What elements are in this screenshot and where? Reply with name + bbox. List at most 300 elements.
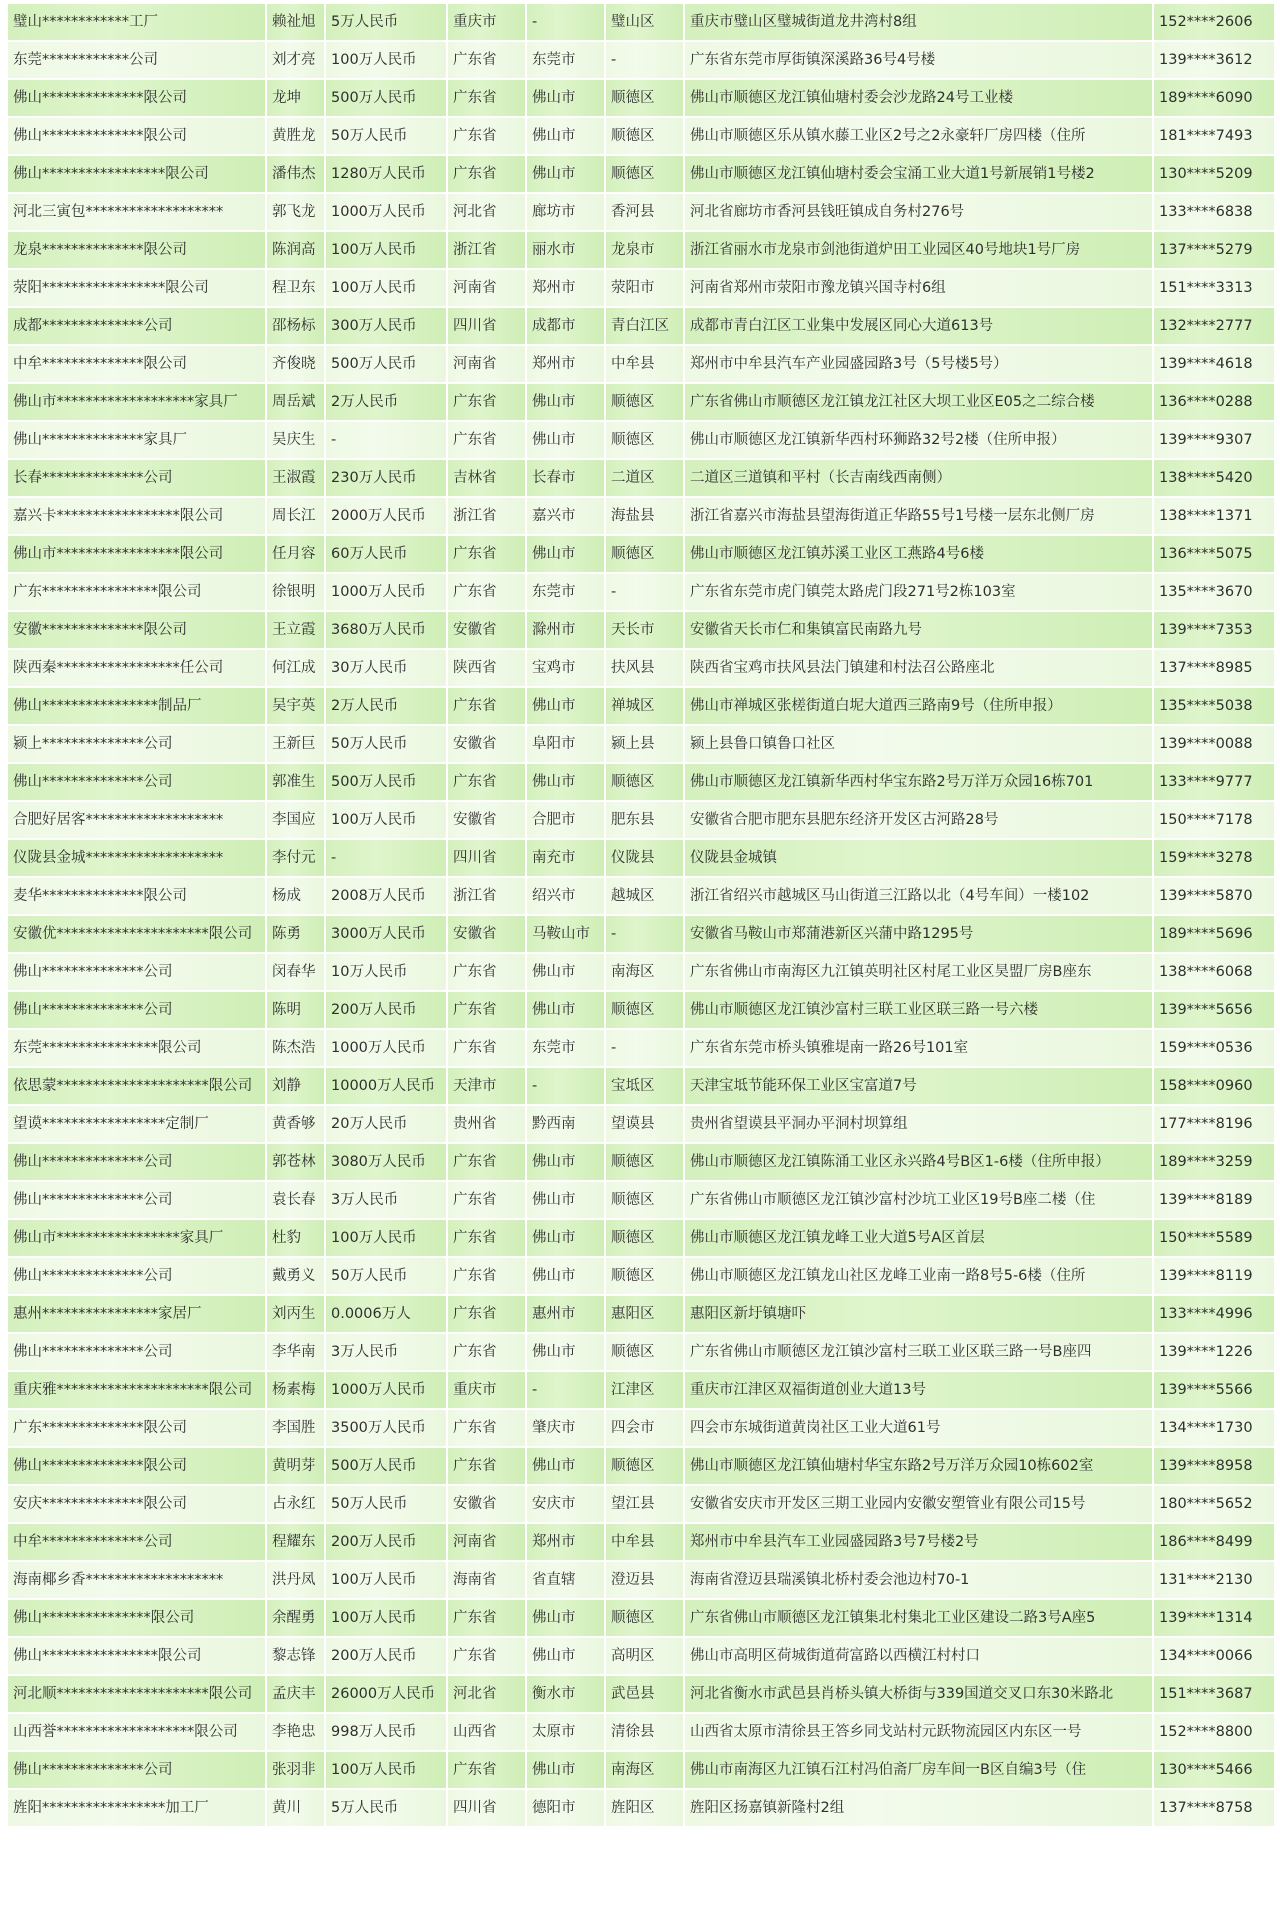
company-name-cell: 佛山市*****************家具厂 — [8, 1220, 265, 1256]
phone-cell: 130****5209 — [1154, 156, 1274, 192]
city-cell: 惠州市 — [527, 1296, 604, 1332]
company-name-cell: 重庆雅*********************限公司 — [8, 1372, 265, 1408]
city-cell: - — [527, 1372, 604, 1408]
legal-person-cell: 齐俊晓 — [267, 346, 324, 382]
phone-cell: 136****5075 — [1154, 536, 1274, 572]
company-name-cell: 合肥好居客******************* — [8, 802, 265, 838]
legal-person-cell: 邵杨标 — [267, 308, 324, 344]
address-cell: 佛山市顺德区龙江镇陈涌工业区永兴路4号B区1-6楼（住所申报） — [685, 1144, 1152, 1180]
registered-capital-cell: 100万人民币 — [326, 1220, 446, 1256]
address-cell: 山西省太原市清徐县王答乡同戈站村元跃物流园区内东区一号 — [685, 1714, 1152, 1750]
district-cell: 顺德区 — [606, 384, 683, 420]
province-cell: 河南省 — [448, 346, 525, 382]
legal-person-cell: 李国胜 — [267, 1410, 324, 1446]
registered-capital-cell: - — [326, 840, 446, 876]
table-row — [8, 1144, 1274, 1180]
table-row — [8, 764, 1274, 800]
phone-cell: 136****0288 — [1154, 384, 1274, 420]
address-cell: 安徽省天长市仁和集镇富民南路九号 — [685, 612, 1152, 648]
table-row — [8, 308, 1274, 344]
company-name-cell: 佛山**************公司 — [8, 1752, 265, 1788]
city-cell: 佛山市 — [527, 1638, 604, 1674]
city-cell: 佛山市 — [527, 156, 604, 192]
registered-capital-cell: 0.0006万人 — [326, 1296, 446, 1332]
phone-cell: 130****5466 — [1154, 1752, 1274, 1788]
company-name-cell: 佛山市*****************限公司 — [8, 536, 265, 572]
district-cell: 扶风县 — [606, 650, 683, 686]
legal-person-cell: 杨素梅 — [267, 1372, 324, 1408]
phone-cell: 139****5870 — [1154, 878, 1274, 914]
table-row — [8, 1372, 1274, 1408]
city-cell: 省直辖 — [527, 1562, 604, 1598]
city-cell: 长春市 — [527, 460, 604, 496]
table-row — [8, 878, 1274, 914]
phone-cell: 133****9777 — [1154, 764, 1274, 800]
province-cell: 广东省 — [448, 1144, 525, 1180]
table-row — [8, 194, 1274, 230]
table-row — [8, 42, 1274, 78]
phone-cell: 139****1226 — [1154, 1334, 1274, 1370]
address-cell: 广东省东莞市桥头镇雅堤南一路26号101室 — [685, 1030, 1152, 1066]
address-cell: 仪陇县金城镇 — [685, 840, 1152, 876]
company-name-cell: 佛山**************公司 — [8, 1182, 265, 1218]
phone-cell: 139****1314 — [1154, 1600, 1274, 1636]
district-cell: 越城区 — [606, 878, 683, 914]
city-cell: 佛山市 — [527, 1220, 604, 1256]
address-cell: 佛山市顺德区龙江镇新华西村环狮路32号2楼（住所申报） — [685, 422, 1152, 458]
phone-cell: 137****8985 — [1154, 650, 1274, 686]
registered-capital-cell: 2000万人民币 — [326, 498, 446, 534]
company-name-cell: 东莞****************限公司 — [8, 1030, 265, 1066]
table-row — [8, 1714, 1274, 1750]
province-cell: 广东省 — [448, 536, 525, 572]
registered-capital-cell: 100万人民币 — [326, 1752, 446, 1788]
district-cell: 仪陇县 — [606, 840, 683, 876]
address-cell: 河北省廊坊市香河县钱旺镇成自务村276号 — [685, 194, 1152, 230]
phone-cell: 135****3670 — [1154, 574, 1274, 610]
district-cell: 顺德区 — [606, 422, 683, 458]
province-cell: 广东省 — [448, 156, 525, 192]
company-name-cell: 佛山**************限公司 — [8, 1448, 265, 1484]
province-cell: 广东省 — [448, 1030, 525, 1066]
legal-person-cell: 郭飞龙 — [267, 194, 324, 230]
phone-cell: 139****9307 — [1154, 422, 1274, 458]
city-cell: 东莞市 — [527, 574, 604, 610]
registered-capital-cell: 1280万人民币 — [326, 156, 446, 192]
address-cell: 郑州市中牟县汽车产业园盛园路3号（5号楼5号） — [685, 346, 1152, 382]
table-row — [8, 1486, 1274, 1522]
province-cell: 广东省 — [448, 1600, 525, 1636]
city-cell: 佛山市 — [527, 384, 604, 420]
registered-capital-cell: 50万人民币 — [326, 726, 446, 762]
table-row — [8, 954, 1274, 990]
city-cell: 嘉兴市 — [527, 498, 604, 534]
province-cell: 广东省 — [448, 80, 525, 116]
table-row — [8, 1638, 1274, 1674]
district-cell: - — [606, 42, 683, 78]
legal-person-cell: 李艳忠 — [267, 1714, 324, 1750]
city-cell: 佛山市 — [527, 422, 604, 458]
phone-cell: 139****4618 — [1154, 346, 1274, 382]
address-cell: 佛山市顺德区龙江镇苏溪工业区工燕路4号6楼 — [685, 536, 1152, 572]
address-cell: 旌阳区扬嘉镇新隆村2组 — [685, 1790, 1152, 1826]
legal-person-cell: 赖祉旭 — [267, 4, 324, 40]
legal-person-cell: 洪丹凤 — [267, 1562, 324, 1598]
company-name-cell: 山西誉*******************限公司 — [8, 1714, 265, 1750]
legal-person-cell: 李付元 — [267, 840, 324, 876]
registered-capital-cell: 100万人民币 — [326, 42, 446, 78]
address-cell: 贵州省望谟县平洞办平洞村坝算组 — [685, 1106, 1152, 1142]
address-cell: 佛山市顺德区龙江镇仙塘村华宝东路2号万洋万众园10栋602室 — [685, 1448, 1152, 1484]
phone-cell: 151****3687 — [1154, 1676, 1274, 1712]
company-name-cell: 佛山****************制品厂 — [8, 688, 265, 724]
phone-cell: 139****8958 — [1154, 1448, 1274, 1484]
district-cell: 荥阳市 — [606, 270, 683, 306]
address-cell: 二道区三道镇和平村（长吉南线西南侧） — [685, 460, 1152, 496]
legal-person-cell: 吴宇英 — [267, 688, 324, 724]
company-name-cell: 惠州****************家居厂 — [8, 1296, 265, 1332]
company-name-cell: 佛山**************公司 — [8, 992, 265, 1028]
table-row — [8, 840, 1274, 876]
address-cell: 广东省佛山市顺德区龙江镇龙江社区大坝工业区E05之二综合楼 — [685, 384, 1152, 420]
city-cell: 安庆市 — [527, 1486, 604, 1522]
city-cell: 马鞍山市 — [527, 916, 604, 952]
legal-person-cell: 黄香够 — [267, 1106, 324, 1142]
legal-person-cell: 杨成 — [267, 878, 324, 914]
province-cell: 广东省 — [448, 118, 525, 154]
address-cell: 河南省郑州市荥阳市豫龙镇兴国寺村6组 — [685, 270, 1152, 306]
district-cell: 顺德区 — [606, 1600, 683, 1636]
address-cell: 陕西省宝鸡市扶风县法门镇建和村法召公路座北 — [685, 650, 1152, 686]
table-row — [8, 1524, 1274, 1560]
registered-capital-cell: 100万人民币 — [326, 802, 446, 838]
company-name-cell: 安庆**************限公司 — [8, 1486, 265, 1522]
province-cell: 四川省 — [448, 840, 525, 876]
city-cell: 太原市 — [527, 1714, 604, 1750]
registered-capital-cell: 500万人民币 — [326, 764, 446, 800]
district-cell: - — [606, 1030, 683, 1066]
district-cell: 旌阳区 — [606, 1790, 683, 1826]
address-cell: 安徽省安庆市开发区三期工业园内安徽安塑管业有限公司15号 — [685, 1486, 1152, 1522]
district-cell: 武邑县 — [606, 1676, 683, 1712]
address-cell: 天津宝坻节能环保工业区宝富道7号 — [685, 1068, 1152, 1104]
province-cell: 浙江省 — [448, 232, 525, 268]
city-cell: 佛山市 — [527, 1334, 604, 1370]
legal-person-cell: 张羽非 — [267, 1752, 324, 1788]
company-name-cell: 佛山***************限公司 — [8, 1600, 265, 1636]
phone-cell: 158****0960 — [1154, 1068, 1274, 1104]
province-cell: 安徽省 — [448, 916, 525, 952]
district-cell: 天长市 — [606, 612, 683, 648]
legal-person-cell: 龙坤 — [267, 80, 324, 116]
province-cell: 河南省 — [448, 1524, 525, 1560]
company-name-cell: 麦华**************限公司 — [8, 878, 265, 914]
province-cell: 贵州省 — [448, 1106, 525, 1142]
company-name-cell: 颍上**************公司 — [8, 726, 265, 762]
address-cell: 广东省佛山市顺德区龙江镇沙富村沙坑工业区19号B座二楼（住 — [685, 1182, 1152, 1218]
province-cell: 河南省 — [448, 270, 525, 306]
table-row — [8, 1600, 1274, 1636]
legal-person-cell: 程卫东 — [267, 270, 324, 306]
district-cell: 中牟县 — [606, 346, 683, 382]
city-cell: 黔西南 — [527, 1106, 604, 1142]
legal-person-cell: 刘静 — [267, 1068, 324, 1104]
registered-capital-cell: 5万人民币 — [326, 1790, 446, 1826]
phone-cell: 139****8119 — [1154, 1258, 1274, 1294]
registered-capital-cell: 998万人民币 — [326, 1714, 446, 1750]
city-cell: 德阳市 — [527, 1790, 604, 1826]
phone-cell: 177****8196 — [1154, 1106, 1274, 1142]
registered-capital-cell: 26000万人民币 — [326, 1676, 446, 1712]
city-cell: 佛山市 — [527, 688, 604, 724]
district-cell: 顺德区 — [606, 992, 683, 1028]
table-row — [8, 460, 1274, 496]
registered-capital-cell: 3080万人民币 — [326, 1144, 446, 1180]
address-cell: 安徽省马鞍山市郑蒲港新区兴蒲中路1295号 — [685, 916, 1152, 952]
province-cell: 广东省 — [448, 1220, 525, 1256]
district-cell: 南海区 — [606, 1752, 683, 1788]
registered-capital-cell: 100万人民币 — [326, 1562, 446, 1598]
phone-cell: 134****1730 — [1154, 1410, 1274, 1446]
legal-person-cell: 任月容 — [267, 536, 324, 572]
city-cell: 佛山市 — [527, 536, 604, 572]
province-cell: 广东省 — [448, 1448, 525, 1484]
city-cell: 佛山市 — [527, 1258, 604, 1294]
province-cell: 山西省 — [448, 1714, 525, 1750]
registered-capital-cell: 100万人民币 — [326, 270, 446, 306]
province-cell: 广东省 — [448, 42, 525, 78]
table-row — [8, 118, 1274, 154]
phone-cell: 137****8758 — [1154, 1790, 1274, 1826]
registered-capital-cell: 1000万人民币 — [326, 1030, 446, 1066]
company-name-cell: 璧山************工厂 — [8, 4, 265, 40]
company-name-cell: 海南椰乡香******************* — [8, 1562, 265, 1598]
district-cell: 龙泉市 — [606, 232, 683, 268]
district-cell: 顺德区 — [606, 118, 683, 154]
province-cell: 广东省 — [448, 1752, 525, 1788]
phone-cell: 134****0066 — [1154, 1638, 1274, 1674]
company-name-cell: 广东****************限公司 — [8, 574, 265, 610]
city-cell: 郑州市 — [527, 346, 604, 382]
phone-cell: 139****3612 — [1154, 42, 1274, 78]
legal-person-cell: 吴庆生 — [267, 422, 324, 458]
city-cell: 肇庆市 — [527, 1410, 604, 1446]
province-cell: 安徽省 — [448, 612, 525, 648]
company-name-cell: 河北三寅包******************* — [8, 194, 265, 230]
legal-person-cell: 郭准生 — [267, 764, 324, 800]
registered-capital-cell: 100万人民币 — [326, 232, 446, 268]
district-cell: 禅城区 — [606, 688, 683, 724]
district-cell: 顺德区 — [606, 1144, 683, 1180]
registered-capital-cell: 500万人民币 — [326, 1448, 446, 1484]
province-cell: 广东省 — [448, 954, 525, 990]
phone-cell: 150****7178 — [1154, 802, 1274, 838]
province-cell: 四川省 — [448, 308, 525, 344]
address-cell: 浙江省绍兴市越城区马山街道三江路以北（4号车间）一楼102 — [685, 878, 1152, 914]
company-name-cell: 成都**************公司 — [8, 308, 265, 344]
registered-capital-cell: 1000万人民币 — [326, 1372, 446, 1408]
address-cell: 佛山市高明区荷城街道荷富路以西横江村村口 — [685, 1638, 1152, 1674]
legal-person-cell: 闵春华 — [267, 954, 324, 990]
province-cell: 重庆市 — [448, 1372, 525, 1408]
address-cell: 浙江省嘉兴市海盐县望海街道正华路55号1号楼一层东北侧厂房 — [685, 498, 1152, 534]
province-cell: 广东省 — [448, 1296, 525, 1332]
legal-person-cell: 陈明 — [267, 992, 324, 1028]
province-cell: 广东省 — [448, 1334, 525, 1370]
table-row — [8, 232, 1274, 268]
registered-capital-cell: 3万人民币 — [326, 1334, 446, 1370]
district-cell: 望江县 — [606, 1486, 683, 1522]
city-cell: 阜阳市 — [527, 726, 604, 762]
table-row — [8, 1448, 1274, 1484]
registered-capital-cell: 200万人民币 — [326, 992, 446, 1028]
registered-capital-cell: 10000万人民币 — [326, 1068, 446, 1104]
legal-person-cell: 刘丙生 — [267, 1296, 324, 1332]
company-name-cell: 仪陇县金城******************* — [8, 840, 265, 876]
table-row — [8, 1334, 1274, 1370]
address-cell: 佛山市南海区九江镇石江村冯伯斋厂房车间一B区自编3号（住 — [685, 1752, 1152, 1788]
registered-capital-cell: 2万人民币 — [326, 384, 446, 420]
table-row — [8, 384, 1274, 420]
company-name-cell: 佛山市*******************家具厂 — [8, 384, 265, 420]
district-cell: 南海区 — [606, 954, 683, 990]
legal-person-cell: 黄明芽 — [267, 1448, 324, 1484]
table-row — [8, 1030, 1274, 1066]
city-cell: 东莞市 — [527, 42, 604, 78]
address-cell: 安徽省合肥市肥东县肥东经济开发区古河路28号 — [685, 802, 1152, 838]
table-row — [8, 498, 1274, 534]
legal-person-cell: 刘才亮 — [267, 42, 324, 78]
province-cell: 陕西省 — [448, 650, 525, 686]
phone-cell: 133****4996 — [1154, 1296, 1274, 1332]
address-cell: 佛山市顺德区龙江镇新华西村华宝东路2号万洋万众园16栋701 — [685, 764, 1152, 800]
registered-capital-cell: 500万人民币 — [326, 80, 446, 116]
province-cell: 广东省 — [448, 1182, 525, 1218]
registered-capital-cell: 30万人民币 — [326, 650, 446, 686]
legal-person-cell: 杜豹 — [267, 1220, 324, 1256]
district-cell: 宝坻区 — [606, 1068, 683, 1104]
table-row — [8, 1562, 1274, 1598]
address-cell: 广东省佛山市顺德区龙江镇沙富村三联工业区联三路一号B座四 — [685, 1334, 1152, 1370]
registered-capital-cell: - — [326, 422, 446, 458]
table-row — [8, 1068, 1274, 1104]
province-cell: 安徽省 — [448, 802, 525, 838]
city-cell: 佛山市 — [527, 80, 604, 116]
phone-cell: 138****5420 — [1154, 460, 1274, 496]
district-cell: 望谟县 — [606, 1106, 683, 1142]
table-row — [8, 1296, 1274, 1332]
legal-person-cell: 周长江 — [267, 498, 324, 534]
phone-cell: 151****3313 — [1154, 270, 1274, 306]
address-cell: 佛山市顺德区龙江镇龙峰工业大道5号A区首层 — [685, 1220, 1152, 1256]
table-row — [8, 1258, 1274, 1294]
address-cell: 惠阳区新圩镇塘吓 — [685, 1296, 1152, 1332]
legal-person-cell: 潘伟杰 — [267, 156, 324, 192]
city-cell: 佛山市 — [527, 764, 604, 800]
province-cell: 广东省 — [448, 1258, 525, 1294]
district-cell: 顺德区 — [606, 80, 683, 116]
registered-capital-cell: 1000万人民币 — [326, 574, 446, 610]
district-cell: 顺德区 — [606, 1258, 683, 1294]
province-cell: 浙江省 — [448, 878, 525, 914]
province-cell: 河北省 — [448, 194, 525, 230]
table-row — [8, 650, 1274, 686]
company-name-cell: 佛山**************家具厂 — [8, 422, 265, 458]
company-name-cell: 佛山**************公司 — [8, 1144, 265, 1180]
district-cell: 顺德区 — [606, 1220, 683, 1256]
province-cell: 浙江省 — [448, 498, 525, 534]
table-row — [8, 612, 1274, 648]
company-table — [6, 2, 1276, 1828]
phone-cell: 180****5652 — [1154, 1486, 1274, 1522]
registered-capital-cell: 300万人民币 — [326, 308, 446, 344]
phone-cell: 137****5279 — [1154, 232, 1274, 268]
legal-person-cell: 何江成 — [267, 650, 324, 686]
table-row — [8, 1752, 1274, 1788]
city-cell: 滁州市 — [527, 612, 604, 648]
city-cell: - — [527, 1068, 604, 1104]
company-name-cell: 龙泉**************限公司 — [8, 232, 265, 268]
table-row — [8, 726, 1274, 762]
province-cell: 广东省 — [448, 764, 525, 800]
district-cell: 顺德区 — [606, 1182, 683, 1218]
legal-person-cell: 袁长春 — [267, 1182, 324, 1218]
province-cell: 天津市 — [448, 1068, 525, 1104]
address-cell: 广东省东莞市虎门镇莞太路虎门段271号2栋103室 — [685, 574, 1152, 610]
company-name-cell: 安徽优*********************限公司 — [8, 916, 265, 952]
registered-capital-cell: 230万人民币 — [326, 460, 446, 496]
phone-cell: 133****6838 — [1154, 194, 1274, 230]
company-name-cell: 广东**************限公司 — [8, 1410, 265, 1446]
phone-cell: 181****7493 — [1154, 118, 1274, 154]
province-cell: 安徽省 — [448, 1486, 525, 1522]
phone-cell: 159****0536 — [1154, 1030, 1274, 1066]
province-cell: 安徽省 — [448, 726, 525, 762]
city-cell: 成都市 — [527, 308, 604, 344]
city-cell: 丽水市 — [527, 232, 604, 268]
legal-person-cell: 黄胜龙 — [267, 118, 324, 154]
district-cell: - — [606, 574, 683, 610]
table-row — [8, 916, 1274, 952]
city-cell: 南充市 — [527, 840, 604, 876]
district-cell: 顺德区 — [606, 764, 683, 800]
city-cell: 佛山市 — [527, 118, 604, 154]
address-cell: 重庆市江津区双福街道创业大道13号 — [685, 1372, 1152, 1408]
legal-person-cell: 黎志锋 — [267, 1638, 324, 1674]
province-cell: 广东省 — [448, 1638, 525, 1674]
district-cell: 清徐县 — [606, 1714, 683, 1750]
legal-person-cell: 陈杰浩 — [267, 1030, 324, 1066]
province-cell: 广东省 — [448, 574, 525, 610]
district-cell: 顺德区 — [606, 1334, 683, 1370]
company-name-cell: 东莞************公司 — [8, 42, 265, 78]
table-row — [8, 1676, 1274, 1712]
phone-cell: 150****5589 — [1154, 1220, 1274, 1256]
province-cell: 广东省 — [448, 1410, 525, 1446]
address-cell: 重庆市璧山区璧城街道龙井湾村8组 — [685, 4, 1152, 40]
company-name-cell: 佛山**************公司 — [8, 954, 265, 990]
legal-person-cell: 戴勇义 — [267, 1258, 324, 1294]
company-name-cell: 佛山**************限公司 — [8, 118, 265, 154]
registered-capital-cell: 2万人民币 — [326, 688, 446, 724]
city-cell: 郑州市 — [527, 270, 604, 306]
city-cell: 佛山市 — [527, 1600, 604, 1636]
address-cell: 海南省澄迈县瑞溪镇北桥村委会池边村70-1 — [685, 1562, 1152, 1598]
district-cell: 香河县 — [606, 194, 683, 230]
phone-cell: 186****8499 — [1154, 1524, 1274, 1560]
table-row — [8, 270, 1274, 306]
table-row — [8, 688, 1274, 724]
